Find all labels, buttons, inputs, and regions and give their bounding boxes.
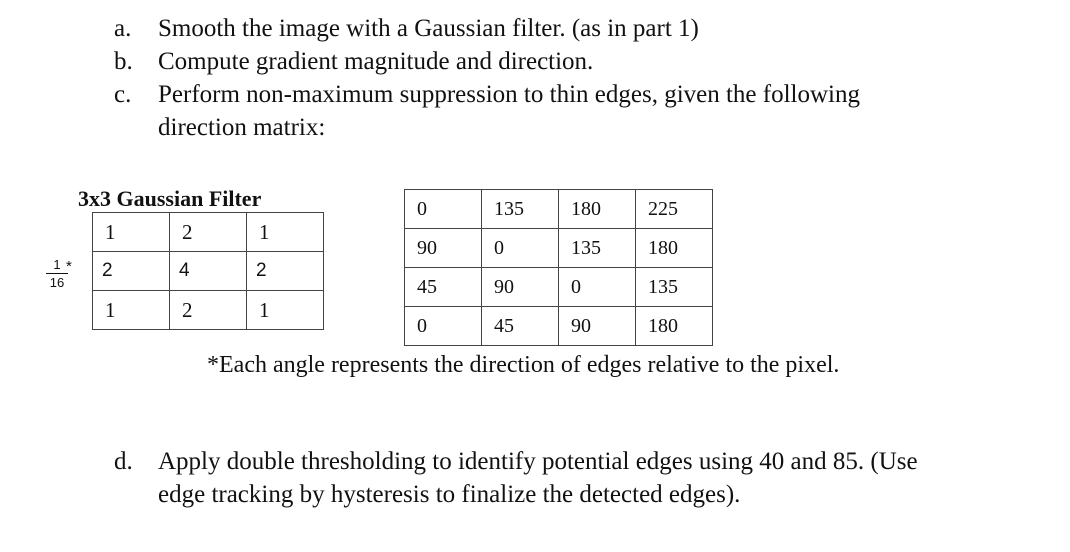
step-c-text-line2: direction matrix: (158, 114, 326, 141)
table-cell: 1 (93, 291, 170, 330)
table-cell: 0 (482, 229, 559, 268)
table-cell: 0 (405, 190, 482, 229)
step-d-text-line1: Apply double thresholding to identify potential edges using 40 and 85. (Use (158, 448, 918, 475)
scale-numerator: 1 (53, 257, 61, 272)
table-cell: 2 (247, 252, 324, 291)
table-row (405, 307, 713, 346)
table-cell: 135 (559, 229, 636, 268)
gaussian-filter-title: 3x3 Gaussian Filter (78, 186, 262, 211)
table-cell: 1 (93, 213, 170, 252)
step-d-letter: d. (114, 448, 133, 475)
direction-matrix-table (404, 189, 713, 346)
table-cell: 0 (559, 268, 636, 307)
table-cell: 0 (405, 307, 482, 346)
table-row (405, 268, 713, 307)
table-cell: 180 (636, 307, 713, 346)
table-row (405, 190, 713, 229)
table-cell: 2 (93, 252, 170, 291)
table-row (93, 291, 324, 330)
table-row (405, 229, 713, 268)
multiply-symbol: * (66, 258, 72, 275)
table-cell: 2 (170, 213, 247, 252)
gaussian-filter-table (92, 212, 324, 330)
step-c-letter: c. (114, 81, 132, 108)
step-a-text: Smooth the image with a Gaussian filter. (as in part 1) (158, 15, 699, 42)
scale-fraction (46, 258, 68, 290)
step-b-text: Compute gradient magnitude and direction. (158, 48, 594, 75)
fraction-bar (46, 273, 68, 274)
table-cell: 180 (559, 190, 636, 229)
table-cell: 45 (482, 307, 559, 346)
table-row (93, 252, 324, 291)
step-b-letter: b. (114, 48, 133, 75)
step-c-text-line1: Perform non-maximum suppression to thin edges, given the following (158, 81, 860, 108)
table-cell: 45 (405, 268, 482, 307)
step-d-text-line2: edge tracking by hysteresis to finalize the detected edges). (158, 481, 741, 508)
direction-note: *Each angle represents the direction of edges relative to the pixel. (207, 352, 840, 378)
scale-denominator: 16 (49, 275, 65, 290)
step-a-letter: a. (114, 15, 132, 42)
table-cell: 180 (636, 229, 713, 268)
table-cell: 135 (636, 268, 713, 307)
table-cell: 1 (247, 291, 324, 330)
table-cell: 135 (482, 190, 559, 229)
table-cell: 1 (247, 213, 324, 252)
table-cell: 90 (559, 307, 636, 346)
table-cell: 90 (405, 229, 482, 268)
table-row (93, 213, 324, 252)
table-cell: 225 (636, 190, 713, 229)
table-cell: 90 (482, 268, 559, 307)
table-cell: 4 (170, 252, 247, 291)
table-cell: 2 (170, 291, 247, 330)
